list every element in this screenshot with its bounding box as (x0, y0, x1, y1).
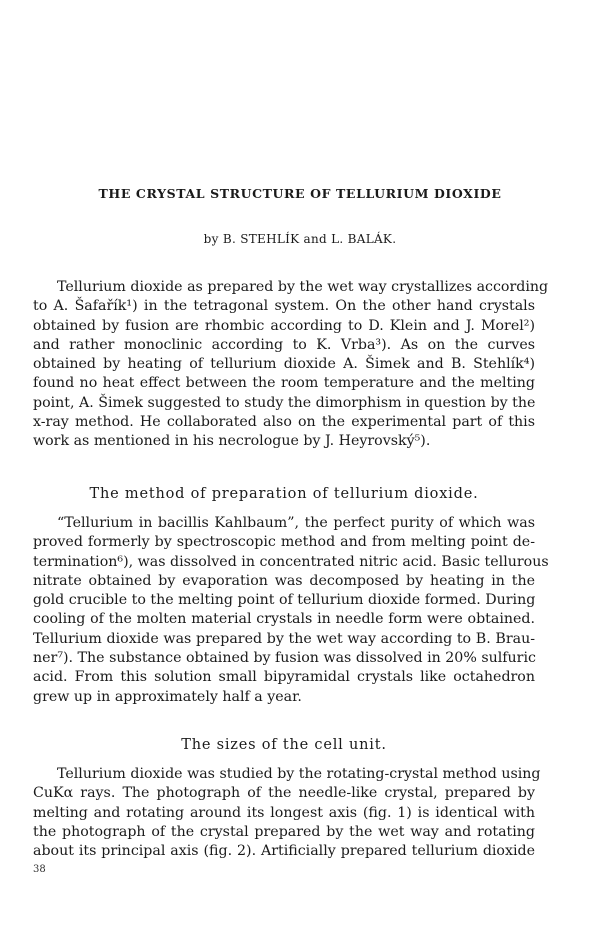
text-line: work as mentioned in his necrologue by J. Heyrovský⁵). (33, 433, 431, 450)
text-line: obtained by heating of tellurium dioxide A. Šimek and B. Stehlík⁴) (33, 356, 535, 373)
text-line: x-ray method. He collaborated also on the experimental part of this (33, 414, 535, 431)
preparation-paragraph (33, 514, 549, 707)
paper-authors: by B. STEHLÍK and L. BALÁK. (203, 232, 397, 246)
text-line: nitrate obtained by evaporation was decomposed by heating in the (33, 572, 535, 589)
page-number: 38 (33, 864, 46, 875)
text-line: “Tellurium in bacillis Kahlbaum”, the perfect purity of which was (57, 515, 535, 531)
text-line: Tellurium dioxide was studied by the rotating-crystal method using (57, 766, 541, 782)
section-heading-preparation: The method of preparation of tellurium dioxide. (89, 486, 479, 502)
text-line: CuKα rays. The photograph of the needle-like crystal, prepared by (33, 785, 535, 802)
text-line: the photograph of the crystal prepared by the wet way and rotating (33, 823, 535, 840)
text-line: ner⁷). The substance obtained by fusion was dissolved in 20% sulfuric (33, 650, 536, 667)
text-line: to A. Šafařík¹) in the tetragonal system. On the other hand crystals (33, 298, 535, 315)
text-line: melting and rotating around its longest axis (fig. 1) is identical with (33, 804, 535, 821)
text-line: found no heat effect between the room temperature and the melting (33, 375, 535, 392)
text-line: grew up in approximately half a year. (33, 688, 302, 705)
text-line: point, A. Šimek suggested to study the dimorphism in question by the (33, 394, 536, 411)
text-line: obtained by fusion are rhombic according to D. Klein and J. Morel²) (33, 317, 535, 334)
text-line: and rather monoclinic according to K. Vrba³). As on the curves (33, 336, 535, 353)
paper-title: THE CRYSTAL STRUCTURE OF TELLURIUM DIOXIDE (98, 186, 502, 201)
section-heading-cell-unit: The sizes of the cell unit. (181, 737, 387, 753)
text-line: about its principal axis (fig. 2). Artificially prepared tellurium dioxide (33, 843, 535, 860)
cell-unit-paragraph (33, 765, 541, 861)
text-line: acid. From this solution small bipyramidal crystals like octahedron (33, 669, 535, 686)
text-line: Tellurium dioxide was prepared by the wet way according to B. Brau- (33, 630, 535, 647)
text-line: Tellurium dioxide as prepared by the wet way crystallizes according (57, 279, 549, 295)
text-line: gold crucible to the melting point of tellurium dioxide formed. During (33, 592, 536, 609)
intro-paragraph (33, 278, 549, 452)
text-line: proved formerly by spectroscopic method and from melting point de- (33, 534, 535, 551)
text-line: termination⁶), was dissolved in concentrated nitric acid. Basic tellurous (33, 553, 549, 570)
text-line: cooling of the molten material crystals in needle form were obtained. (33, 611, 535, 628)
